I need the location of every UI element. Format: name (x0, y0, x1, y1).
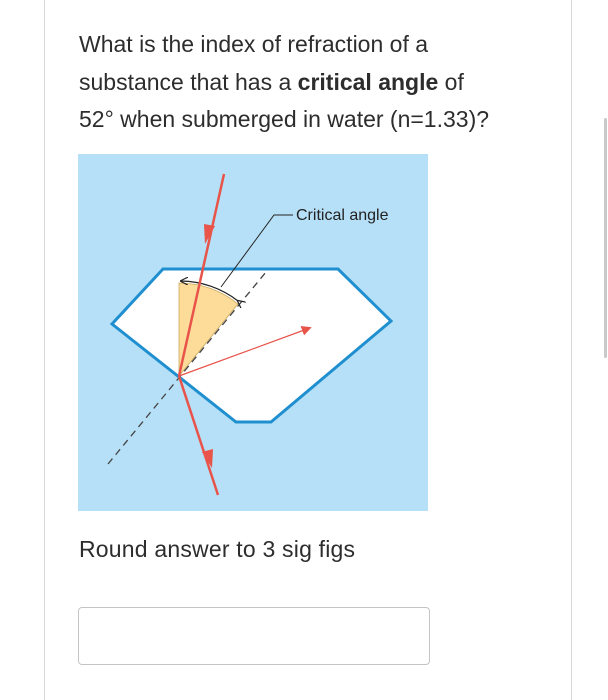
question-line-2 (79, 64, 549, 102)
question-line-2-suffix: of (438, 68, 464, 95)
answer-input[interactable] (78, 607, 430, 665)
critical-angle-emphasis: critical angle (297, 68, 439, 95)
rounding-instruction: Round answer to 3 sig figs (79, 536, 356, 562)
critical-angle-label: Critical angle (296, 207, 389, 224)
critical-angle-diagram (78, 154, 428, 511)
question-line-1: What is the index of refraction of a (79, 31, 429, 57)
question-line-2-prefix: substance that has a (79, 68, 298, 95)
scrollbar-thumb[interactable] (604, 118, 607, 358)
question-text (79, 26, 549, 139)
question-line-3: 52° when submerged in water (n=1.33)? (79, 106, 490, 132)
